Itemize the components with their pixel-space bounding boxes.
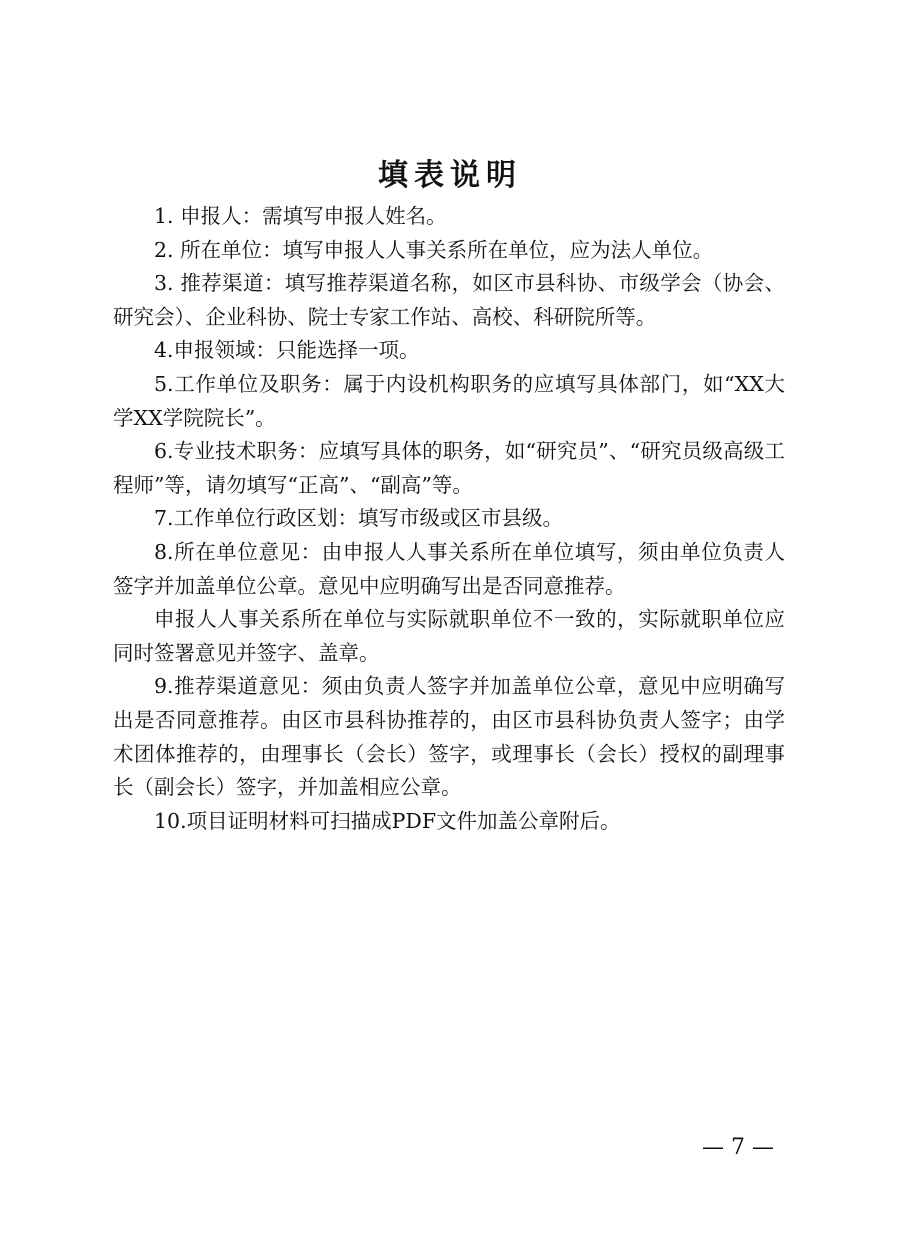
instruction-item-1: 1. 申报人：需填写申报人姓名。 <box>154 204 447 228</box>
instruction-item-3: 3. 推荐渠道：填写推荐渠道名称，如区市县科协、市级学会（协会、研究会）、企业科协、院士专家工作站、高校、科研院所等。 <box>113 271 785 329</box>
instruction-item-7: 7.工作单位行政区划：填写市级或区市县级。 <box>154 506 564 531</box>
page-title: 填表说明 <box>378 158 522 194</box>
instruction-item-2: 2. 所在单位：填写申报人人事关系所在单位，应为法人单位。 <box>154 237 714 262</box>
instruction-item-6: 6.专业技术职务：应填写具体的职务，如“研究员”、“研究员级高级工程师”等，请勿填写“正高”、“副高”等。 <box>113 439 785 497</box>
instruction-item-5: 5.工作单位及职务：属于内设机构职务的应填写具体部门，如“XX大学XX学院院长”。 <box>113 371 785 430</box>
instructions-body <box>113 200 785 838</box>
page-number: — 7 — <box>702 1135 774 1160</box>
instruction-item-9: 9.推荐渠道意见：须由负责人签字并加盖单位公章，意见中应明确写出是否同意推荐。由区市县科协推荐的，由区市县科协负责人签字；由学术团体推荐的，由理事长（会长）签字，或理事长（会长）授权的副理事长（副会长）签字，并加盖相应公章。 <box>113 674 785 800</box>
instruction-item-10: 10.项目证明材料可扫描成PDF文件加盖公章附后。 <box>154 808 621 833</box>
instruction-item-4: 4.申报领域：只能选择一项。 <box>154 338 420 363</box>
instruction-item-8-note: 申报人人事关系所在单位与实际就职单位不一致的，实际就职单位应同时签署意见并签字、盖章。 <box>113 607 785 665</box>
instruction-item-8: 8.所在单位意见：由申报人人事关系所在单位填写，须由单位负责人签字并加盖单位公章。意见中应明确写出是否同意推荐。 <box>113 539 785 598</box>
